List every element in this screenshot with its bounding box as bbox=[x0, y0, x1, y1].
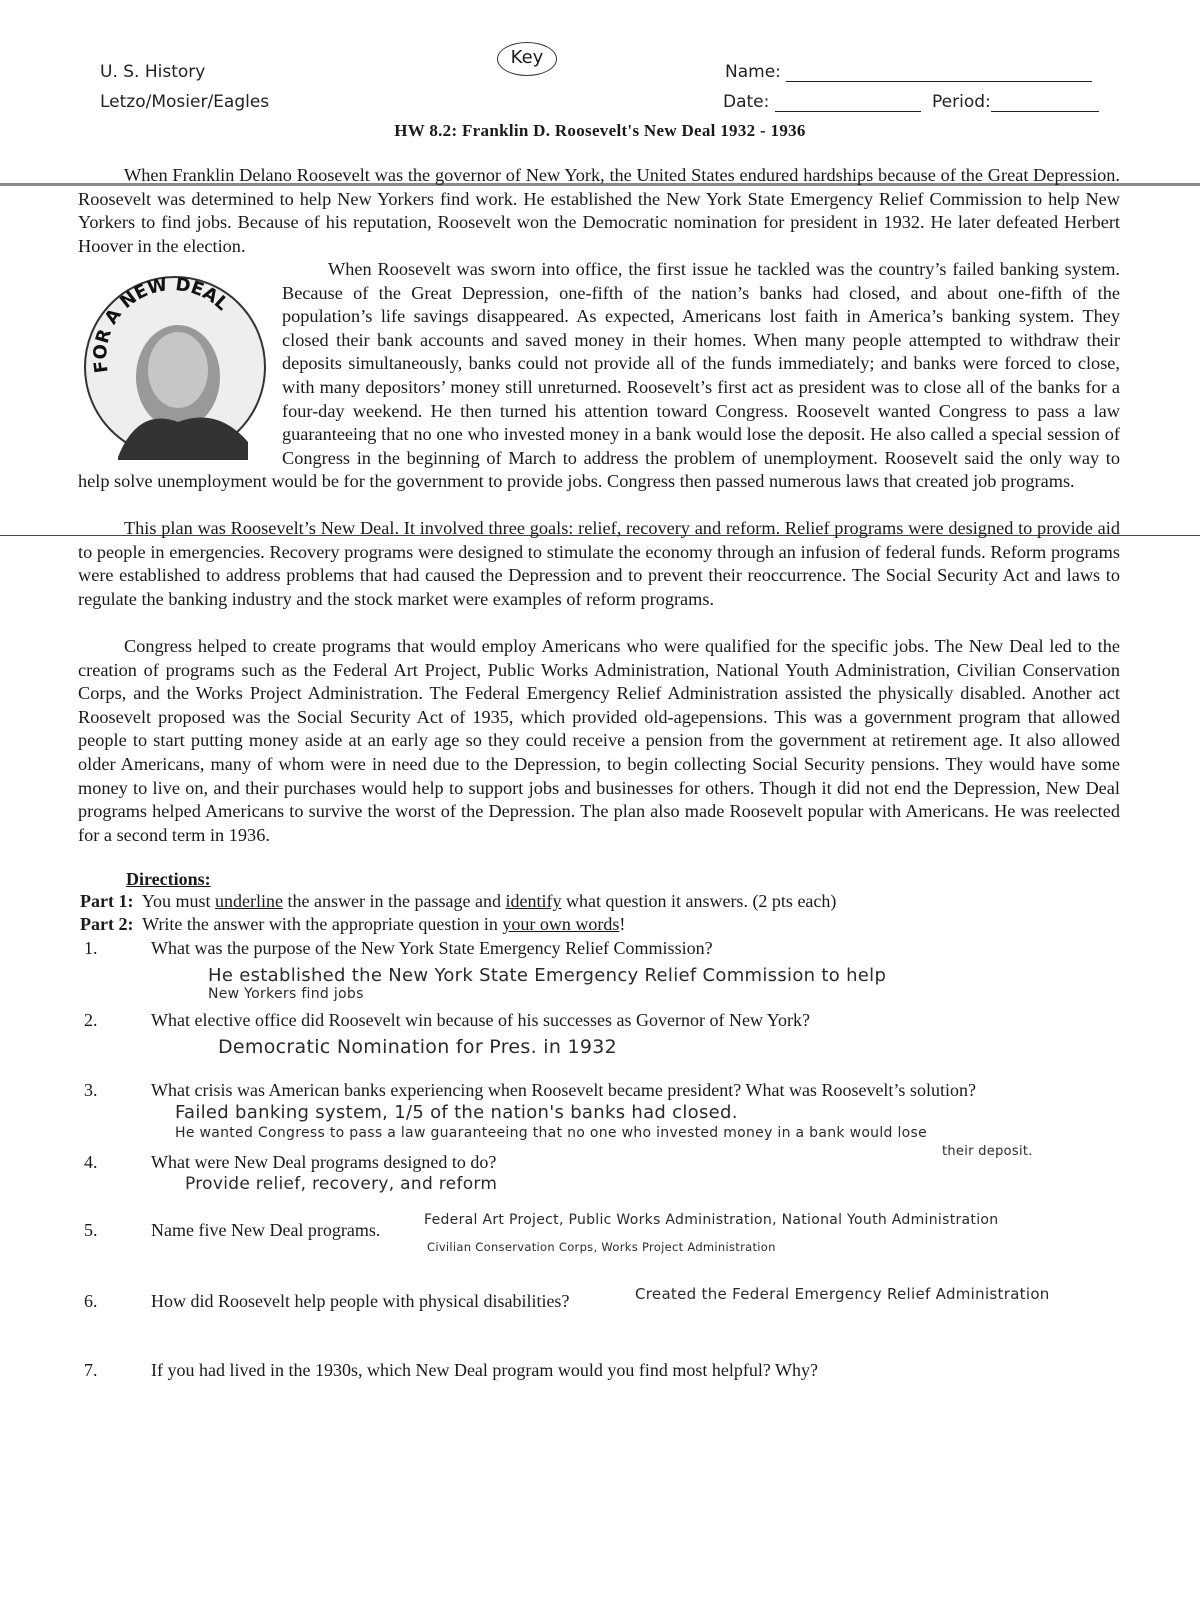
part1-text: You must bbox=[141, 891, 216, 911]
answer-4[interactable]: Provide relief, recovery, and reform bbox=[185, 1174, 498, 1194]
name-field[interactable] bbox=[725, 62, 1092, 82]
answer-2[interactable]: Democratic Nomination for Pres. in 1932 bbox=[218, 1036, 618, 1058]
question-1-text: What was the purpose of the New York State Emergency Relief Commission? bbox=[151, 938, 713, 958]
part1-underline: underline bbox=[215, 891, 284, 911]
question-2-text: What elective office did Roosevelt win because of his successes as Governor of New York? bbox=[151, 1010, 810, 1030]
question-3-text: What crisis was American banks experiencing when Roosevelt became president? What was Roosevelt’s solution? bbox=[151, 1080, 976, 1100]
period-field[interactable] bbox=[932, 92, 1099, 112]
date-field[interactable] bbox=[723, 92, 921, 112]
question-number: 6. bbox=[84, 1291, 98, 1311]
answer-1-line-1[interactable]: He established the New York State Emergency Relief Commission to help bbox=[208, 965, 887, 986]
passage-paragraph-2 bbox=[78, 258, 1120, 494]
passage-paragraph-3: This plan was Roosevelt’s New Deal. It involved three goals: relief, recovery and reform. Relief programs were designed to provide aid to people in emergencies. Recovery programs were designed to stimulate the economy through an infusion of federal funds. Reform programs were established to address problems that had caused the Depression and to prevent their reoccurrence. The Social Security Act and laws to regulate the banking industry and the stock market were examples of reform programs. bbox=[78, 518, 1120, 609]
part2-underline: your own words bbox=[502, 914, 620, 934]
directions-heading: Directions: bbox=[126, 869, 211, 889]
answer-3-line-1[interactable]: Failed banking system, 1/5 of the nation's banks had closed. bbox=[175, 1102, 738, 1123]
date-label: Date: bbox=[723, 92, 770, 112]
part1-label: Part 1: bbox=[80, 891, 134, 911]
question-number: 7. bbox=[84, 1360, 98, 1380]
answer-3-line-3[interactable]: their deposit. bbox=[942, 1144, 1033, 1159]
answer-5-line-2[interactable]: Civilian Conservation Corps, Works Project Administration bbox=[427, 1240, 776, 1254]
part1-identify: identify bbox=[505, 891, 562, 911]
answer-1-line-2[interactable]: New Yorkers find jobs bbox=[208, 986, 364, 1002]
directions-part2 bbox=[80, 914, 625, 935]
question-number: 2. bbox=[84, 1010, 98, 1030]
period-label: Period: bbox=[932, 92, 991, 112]
answer-5-line-1[interactable]: Federal Art Project, Public Works Administration, National Youth Administration bbox=[424, 1212, 999, 1228]
question-number: 3. bbox=[84, 1080, 98, 1100]
question-number: 1. bbox=[84, 938, 98, 958]
question-7-text: If you had lived in the 1930s, which New Deal program would you find most helpful? Why? bbox=[151, 1360, 819, 1380]
part2-text: Write the answer with the appropriate question in bbox=[142, 914, 503, 934]
answer-6[interactable]: Created the Federal Emergency Relief Administration bbox=[635, 1285, 1050, 1303]
passage-paragraph-4: Congress helped to create programs that would employ Americans who were qualified for the specific jobs. The New Deal led to the creation of programs such as the Federal Art Project, Public Works Administration, National Youth Administration, Civilian Conservation Corps, and the Works Project Administration. The Federal Emergency Relief Administration assisted the physically disabled. Another act Roosevelt proposed was the Social Security Act of 1935, which provided old-agepensions. This was a government program that allowed people to start putting money aside at an early age so they could receive a pension from the government at retirement age. It also allowed older Americans, many of whom were in need due to the Depression, to begin collecting Social Security pensions. They would have some money to live on, and their purchases would help to support jobs and businesses for others. Though it did not end the Depression, New Deal programs helped Americans to survive the worst of the Depression. The plan also made Roosevelt popular with Americans. He was reelected for a second term in 1936. bbox=[78, 636, 1120, 845]
key-label: Key bbox=[510, 47, 544, 68]
question-5-text: Name five New Deal programs. bbox=[151, 1220, 381, 1240]
question-number: 4. bbox=[84, 1152, 98, 1172]
passage-paragraph-1: When Franklin Delano Roosevelt was the governor of New York, the United States endured hardships because of the Great Depression. Roosevelt was determined to help New Yorkers find work. He established the New York State Emergency Relief Commission to help New Yorkers to find jobs. Because of his reputation, Roosevelt won the Democratic nomination for president in 1932. He later defeated Herbert Hoover in the election. bbox=[78, 165, 1120, 256]
key-stamp bbox=[497, 42, 557, 76]
answer-3-line-2[interactable]: He wanted Congress to pass a law guaranteeing that no one who invested money in a bank would lose bbox=[175, 1125, 928, 1141]
name-label: Name: bbox=[725, 62, 781, 82]
passage-paragraph-2-text: When Roosevelt was sworn into office, the first issue he tackled was the country’s failed banking system. Because of the Great Depression, one-fifth of the nation’s banks had closed, and about one-fifth of the population’s life savings disappeared. As expected, Americans lost faith in America’s banking system. They closed their bank accounts and saved money in their homes. When many people attempted to withdraw their deposits simultaneously, banks could not provide all of the funds immediately; and banks were forced to close, with many depositors’ money still unreturned. Roosevelt’s first act as president was to close all of the banks for a four-day weekend. He then turned his attention toward Congress. Roosevelt wanted Congress to pass a law guaranteeing that no one who invested money in a bank would lose the deposit. He also called a special session of Congress in the beginning of March to address the problem of unemployment. Roosevelt said the only way to help solve unemployment would be for the government to provide jobs. Congress then passed numerous laws that created job programs. bbox=[78, 259, 1120, 492]
course-label: U. S. History bbox=[100, 62, 206, 82]
part2-label: Part 2: bbox=[80, 914, 134, 934]
part1-text: what question it answers. (2 pts each) bbox=[561, 891, 837, 911]
part1-text: the answer in the passage and bbox=[283, 891, 506, 911]
teachers-label: Letzo/Mosier/Eagles bbox=[100, 92, 270, 112]
page-title: HW 8.2: Franklin D. Roosevelt's New Deal 1932 - 1936 bbox=[394, 121, 806, 140]
question-4-text: What were New Deal programs designed to do? bbox=[151, 1152, 497, 1172]
directions-part1 bbox=[80, 891, 836, 912]
part2-text: ! bbox=[619, 914, 626, 934]
question-number: 5. bbox=[84, 1220, 98, 1240]
question-6-text: How did Roosevelt help people with physical disabilities? bbox=[151, 1291, 570, 1311]
svg-text:FOR A NEW DEAL: FOR A NEW DEAL bbox=[89, 274, 233, 375]
